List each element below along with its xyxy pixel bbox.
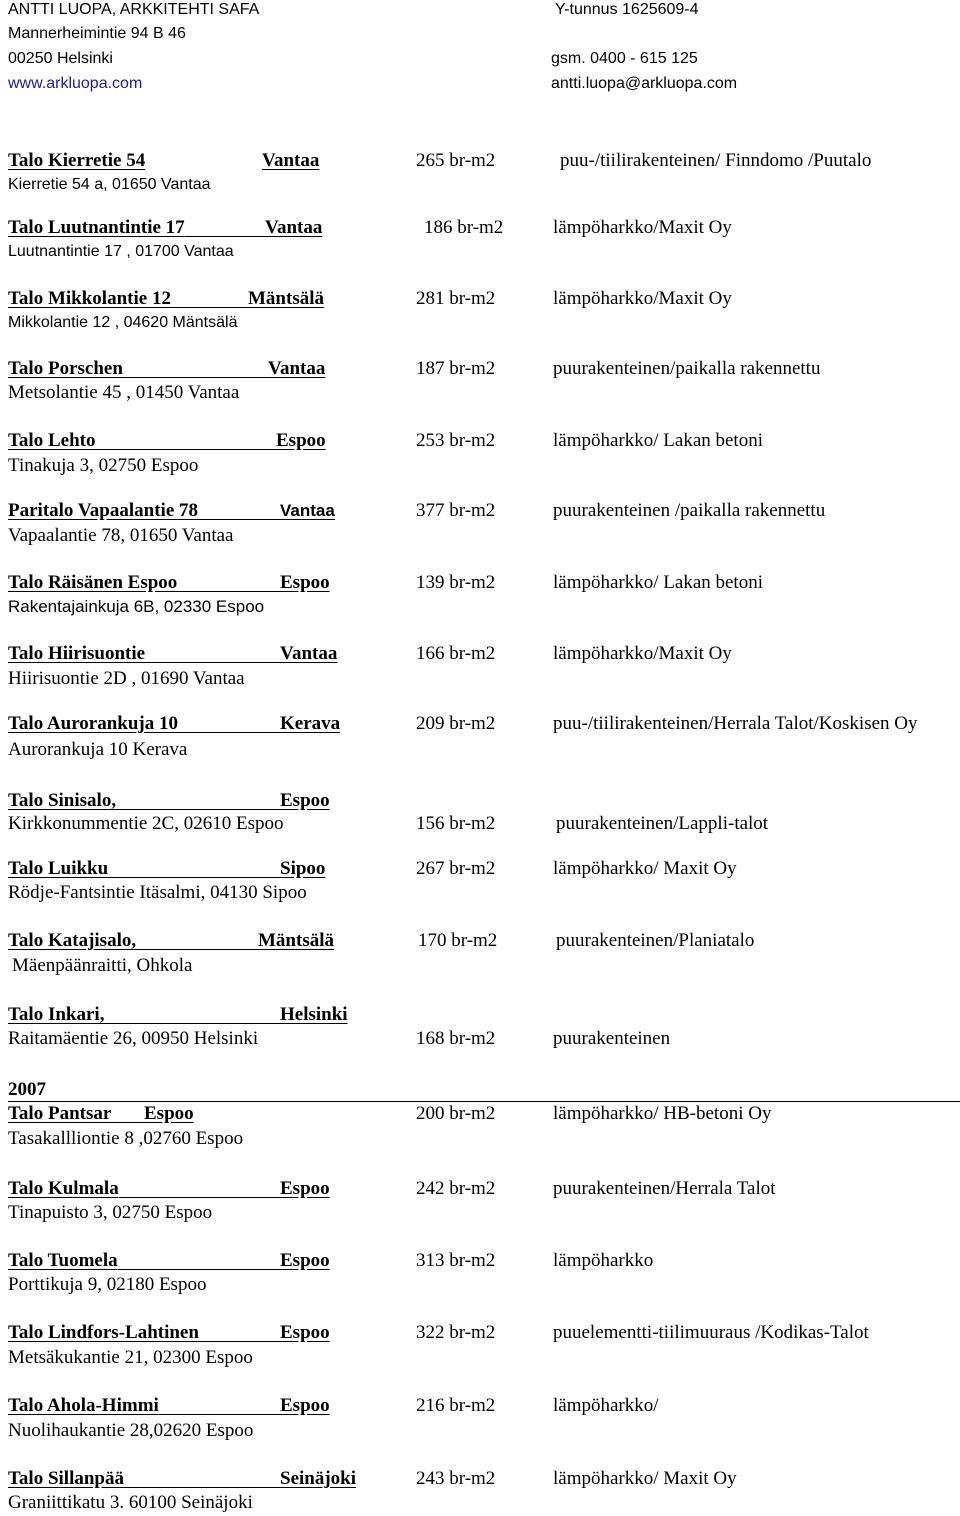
project-name: Talo Pantsar	[8, 1103, 112, 1124]
project-name: Talo Lehto	[8, 430, 96, 451]
project-row	[0, 287, 960, 311]
project-name: Talo Luutnantintie 17	[8, 217, 185, 238]
project-type: puu-/tiilirakenteinen/Herrala Talot/Koskisen Oy	[553, 713, 918, 734]
underline-filler	[118, 1269, 280, 1270]
project-name: Paritalo Vapaalantie 78	[8, 500, 199, 521]
project-area: 243 br-m2	[416, 1468, 496, 1489]
project-city: Helsinki	[280, 1004, 348, 1025]
project-row	[0, 1249, 960, 1273]
underline-filler	[119, 1197, 280, 1198]
project-area: 209 br-m2	[416, 713, 496, 734]
project-row	[0, 216, 960, 240]
project-city: Espoo	[276, 430, 326, 451]
project-row	[0, 149, 960, 173]
project-type: lämpöharkko/Maxit Oy	[553, 643, 732, 664]
project-address: Porttikuja 9, 02180 Espoo	[8, 1274, 207, 1295]
project-type: puu-/tiilirakenteinen/ Finndomo /Puutalo	[560, 150, 872, 171]
website-link[interactable]: www.arkluopa.com	[8, 75, 143, 92]
project-address: Metsäkukantie 21, 02300 Espoo	[8, 1347, 253, 1368]
email-address[interactable]: antti.luopa@arkluopa.com	[551, 75, 738, 92]
underline-filler	[198, 519, 280, 520]
project-city: Vantaa	[262, 150, 320, 171]
project-row	[0, 1102, 960, 1126]
project-address: Tinakuja 3, 02750 Espoo	[8, 455, 199, 476]
project-city: Vantaa	[268, 358, 326, 379]
project-area: 253 br-m2	[416, 430, 496, 451]
underline-filler	[95, 449, 276, 450]
project-row	[0, 571, 960, 595]
project-city: Espoo	[280, 790, 330, 811]
underline-filler	[171, 307, 248, 308]
project-row-details	[0, 812, 960, 836]
project-name: Talo Porschen	[8, 358, 123, 379]
underline-filler	[145, 662, 280, 663]
project-area: 265 br-m2	[416, 150, 496, 171]
project-city: Vantaa	[265, 217, 323, 238]
underline-filler	[123, 377, 268, 378]
business-id: Y-tunnus 1625609-4	[555, 1, 699, 18]
project-type: lämpöharkko/ Lakan betoni	[553, 572, 763, 593]
year-heading: 2007	[8, 1079, 46, 1100]
project-name: Talo Katajisalo,	[8, 930, 137, 951]
project-area: 242 br-m2	[416, 1178, 496, 1199]
project-address: Tinapuisto 3, 02750 Espoo	[8, 1202, 213, 1223]
project-city: Espoo	[280, 1178, 330, 1199]
project-city: Espoo	[280, 572, 330, 593]
project-area: 139 br-m2	[416, 572, 496, 593]
project-type: lämpöharkko/Maxit Oy	[553, 217, 732, 238]
project-address: Metsolantie 45 , 01450 Vantaa	[8, 382, 240, 403]
project-area: 377 br-m2	[416, 500, 496, 521]
project-name: Talo Sillanpää	[8, 1468, 124, 1489]
project-type: puurakenteinen/Lappli-talot	[556, 813, 769, 834]
project-address: Hiirisuontie 2D , 01690 Vantaa	[8, 668, 245, 689]
project-row	[0, 1394, 960, 1418]
project-address: Nuolihaukantie 28,02620 Espoo	[8, 1420, 254, 1441]
company-name: ANTTI LUOPA, ARKKITEHTI SAFA	[8, 1, 260, 18]
project-name: Talo Luikku	[8, 858, 109, 879]
project-name: Talo Kierretie 54	[8, 150, 146, 171]
project-row	[0, 1321, 960, 1345]
project-row	[0, 499, 960, 523]
project-type: lämpöharkko/ Maxit Oy	[553, 858, 737, 879]
project-type: puurakenteinen/Planiatalo	[556, 930, 755, 951]
project-type: lämpöharkko/	[553, 1395, 659, 1416]
project-city: Espoo	[280, 1250, 330, 1271]
project-address: Mikkolantie 12 , 04620 Mäntsälä	[8, 314, 238, 331]
project-area: 186 br-m2	[424, 217, 504, 238]
project-name: Talo Räisänen Espoo	[8, 572, 178, 593]
project-type: lämpöharkko/ HB-betoni Oy	[553, 1103, 772, 1124]
project-type: lämpöharkko/ Lakan betoni	[553, 430, 763, 451]
project-area: 322 br-m2	[416, 1322, 496, 1343]
underline-filler	[159, 1414, 280, 1415]
project-address: Graniittikatu 3. 60100 Seinäjoki	[8, 1492, 253, 1513]
project-address: Rödje-Fantsintie Itäsalmi, 04130 Sipoo	[8, 882, 307, 903]
project-city: Seinäjoki	[280, 1468, 357, 1489]
project-address: Rakentajainkuja 6B, 02330 Espoo	[8, 597, 265, 616]
project-address: Vapaalantie 78, 01650 Vantaa	[8, 525, 234, 546]
project-name: Talo Sinisalo,	[8, 790, 117, 811]
underline-filler	[104, 1023, 280, 1024]
underline-filler	[108, 877, 280, 878]
project-city: Mäntsälä	[258, 930, 334, 951]
project-name: Talo Mikkolantie 12	[8, 288, 171, 309]
underline-filler	[185, 236, 265, 237]
project-row	[0, 429, 960, 453]
project-address: Aurorankuja 10 Kerava	[8, 739, 188, 760]
project-address: Raitamäentie 26, 00950 Helsinki	[8, 1028, 259, 1049]
project-address: Luutnantintie 17 , 01700 Vantaa	[8, 243, 234, 260]
phone-number: gsm. 0400 - 615 125	[551, 50, 698, 67]
project-type: puurakenteinen	[553, 1028, 671, 1049]
project-type: puurakenteinen /paikalla rakennettu	[553, 500, 826, 521]
project-type: puuelementti-tiilimuuraus /Kodikas-Talot	[553, 1322, 869, 1343]
underline-filler	[111, 1122, 144, 1123]
project-type: lämpöharkko/ Maxit Oy	[553, 1468, 737, 1489]
project-area: 156 br-m2	[416, 813, 496, 834]
company-street: Mannerheimintie 94 B 46	[8, 25, 186, 42]
project-row	[0, 1003, 960, 1027]
project-type: lämpöharkko/Maxit Oy	[553, 288, 732, 309]
underline-filler	[136, 949, 258, 950]
project-name: Talo Lindfors-Lahtinen	[8, 1322, 199, 1343]
project-row	[0, 929, 960, 953]
project-row	[0, 642, 960, 666]
project-row	[0, 1177, 960, 1201]
project-name: Talo Kulmala	[8, 1178, 119, 1199]
project-name: Talo Aurorankuja 10	[8, 713, 178, 734]
project-type: lämpöharkko	[553, 1250, 654, 1271]
project-area: 170 br-m2	[418, 930, 498, 951]
underline-filler	[124, 1487, 280, 1488]
project-row	[0, 857, 960, 881]
project-name: Talo Tuomela	[8, 1250, 118, 1271]
project-area: 267 br-m2	[416, 858, 496, 879]
project-area: 166 br-m2	[416, 643, 496, 664]
project-city: Vantaa	[280, 501, 335, 520]
underline-filler	[199, 1341, 280, 1342]
project-row	[0, 1467, 960, 1491]
project-area: 168 br-m2	[416, 1028, 496, 1049]
project-area: 216 br-m2	[416, 1395, 496, 1416]
project-city: Espoo	[280, 1395, 330, 1416]
project-city: Kerava	[280, 713, 341, 734]
project-row	[0, 712, 960, 736]
project-name: Talo Hiirisuontie	[8, 643, 146, 664]
project-row	[0, 357, 960, 381]
project-address: Tasakallliontie 8 ,02760 Espoo	[8, 1128, 244, 1149]
project-row-details	[0, 1027, 960, 1051]
project-type: puurakenteinen/Herrala Talot	[553, 1178, 776, 1199]
project-city: Sipoo	[280, 858, 326, 879]
project-address: Kierretie 54 a, 01650 Vantaa	[8, 176, 211, 193]
project-name: Talo Ahola-Himmi	[8, 1395, 159, 1416]
project-city: Espoo	[144, 1103, 194, 1124]
project-city: Espoo	[280, 1322, 330, 1343]
underline-filler	[116, 809, 280, 810]
underline-filler	[178, 732, 280, 733]
project-area: 313 br-m2	[416, 1250, 496, 1271]
underline-filler	[177, 591, 280, 592]
project-area: 200 br-m2	[416, 1103, 496, 1124]
project-row	[0, 789, 960, 813]
project-address: Mäenpäänraitti, Ohkola	[12, 955, 193, 976]
project-city: Vantaa	[280, 643, 338, 664]
company-city: 00250 Helsinki	[8, 50, 113, 67]
project-name: Talo Inkari,	[8, 1004, 105, 1025]
project-area: 281 br-m2	[416, 288, 496, 309]
project-city: Mäntsälä	[248, 288, 324, 309]
project-area: 187 br-m2	[416, 358, 496, 379]
project-address: Kirkkonummentie 2C, 02610 Espoo	[8, 813, 284, 834]
project-type: puurakenteinen/paikalla rakennettu	[553, 358, 821, 379]
